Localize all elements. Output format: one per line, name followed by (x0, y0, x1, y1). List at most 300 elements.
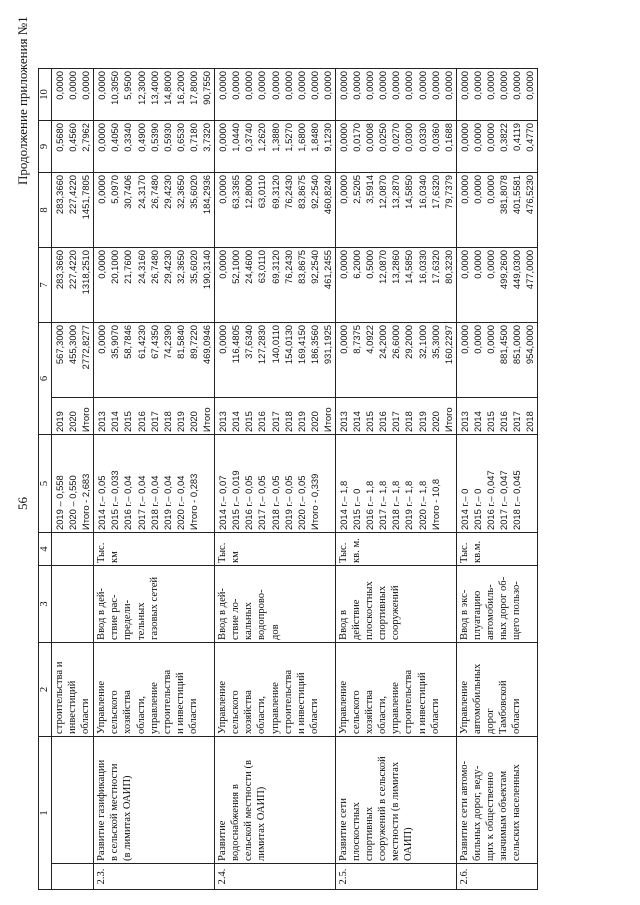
measure-name-line: местности (в лимитах (390, 761, 402, 861)
federal-line: 0,0000 (485, 250, 496, 279)
table-row (456, 69, 538, 890)
extra-cell (456, 69, 538, 121)
regional-line: 0,0000 (96, 175, 108, 204)
executor-line: сельского (109, 690, 121, 734)
regional-line: 17,6320 (429, 175, 441, 209)
federal-line: 17,6320 (429, 250, 441, 284)
total-line: 0,0000 (458, 325, 470, 354)
extra-line: 0,0000 (498, 71, 510, 100)
local-line: 0,4560 (67, 123, 79, 152)
extra-line: 16,2000 (174, 71, 186, 105)
regional-line: 79,7379 (442, 175, 454, 209)
year-line: 2016 (135, 411, 147, 432)
extra-line: 0,0000 (230, 71, 242, 100)
regional-line: 63,0110 (256, 175, 268, 209)
total-line: 0,0000 (217, 325, 229, 354)
executor-line: Управление (217, 680, 229, 734)
result-line: Ввод в дей- (96, 588, 108, 640)
year-line: 2018 (403, 411, 415, 432)
executor-line: сельского (230, 690, 242, 734)
extra-cell (52, 69, 94, 121)
total-line: 851,0000 (511, 325, 523, 365)
regional-line: 381,8078 (498, 175, 510, 215)
unit-line: кв.м. (471, 540, 483, 563)
year-line: 2013 (337, 411, 349, 432)
extra-line: 0,0000 (337, 71, 349, 100)
extra-line: 0,0000 (390, 71, 402, 100)
total-cell (94, 323, 215, 398)
item-number: 2.5. (335, 864, 456, 890)
local-line: 0,4050 (109, 123, 121, 152)
local-cell (215, 121, 336, 173)
total-line: 469,0946 (201, 325, 213, 365)
extra-cell (215, 69, 336, 121)
total-line: 81,5840 (174, 325, 186, 359)
extra-line: 0,0000 (256, 71, 268, 100)
extra-line: 0,0000 (442, 71, 454, 100)
measure-name-line: сельской местности (в (243, 760, 255, 861)
local-line: 0,0000 (96, 123, 108, 152)
year-cell (94, 398, 215, 435)
local-line: 0,0000 (337, 123, 349, 152)
unit-line: Тыс. (337, 542, 349, 563)
result-line: водопрово- (256, 589, 268, 640)
executor-line: строительства (403, 669, 415, 734)
federal-line: 20,1000 (109, 250, 121, 284)
federal-line: 461,2455 (321, 250, 333, 290)
year-line: 2020 (67, 411, 79, 432)
extra-line: 5,9500 (122, 71, 134, 100)
result-line: Ввод в дей- (217, 588, 229, 640)
executor-line: автомобильных (471, 663, 483, 734)
regional-cell (215, 173, 336, 248)
regional-line: 12,8000 (243, 175, 255, 209)
header-cell: 10 (39, 69, 52, 121)
total-line: 89,7220 (187, 325, 199, 359)
unit-line: км (230, 551, 242, 563)
local-line: 0,6530 (174, 123, 186, 152)
total-line: 169,4150 (295, 325, 307, 365)
year-line: 2017 (511, 411, 523, 432)
extra-line: 12,3000 (135, 71, 147, 105)
executor-cell (456, 643, 538, 737)
extra-line: 0,0000 (364, 71, 376, 100)
header-cell: 2 (39, 643, 52, 737)
indicator-cell (335, 435, 456, 533)
regional-line: 184,2936 (201, 175, 213, 215)
measure-name-cell (94, 737, 215, 864)
unit-cell (456, 533, 538, 566)
unit-line: км (109, 551, 121, 563)
regional-line: 30,7406 (122, 175, 134, 209)
extra-line: 0,0000 (429, 71, 441, 100)
indicator-line: 2016 г.– 0,047 (485, 470, 496, 530)
local-line: 0,0330 (416, 123, 428, 152)
federal-line: 190,3140 (201, 250, 213, 290)
extra-line: 0,0000 (351, 71, 363, 100)
measure-name-line: (в лимитах ОАИП) (122, 775, 134, 861)
executor-line: хозяйства (364, 690, 376, 734)
result-line: газовых сетей (148, 576, 160, 640)
local-line: 3,7320 (201, 123, 213, 152)
total-cell (335, 323, 456, 398)
indicator-line: 2019 г.– 0,04 (161, 475, 173, 530)
total-line: 931,1925 (321, 325, 333, 365)
executor-line: управление (148, 682, 160, 734)
indicator-line: 2017 г.– 1,8 (377, 480, 389, 530)
measure-name-line: в сельской местности (109, 763, 121, 861)
year-line: 2015 (122, 411, 134, 432)
local-line: 0,3822 (498, 123, 510, 152)
regional-cell (52, 173, 94, 248)
executor-line: области, (256, 695, 268, 734)
extra-line: 0,0000 (308, 71, 320, 100)
local-line: 1,8480 (308, 123, 320, 152)
regional-line: 26,7480 (148, 175, 160, 209)
indicator-line: 2015 г.– 0,033 (109, 470, 121, 530)
regional-cell (456, 173, 538, 248)
item-number: 2.6. (456, 864, 538, 890)
measure-name-cell (215, 737, 336, 864)
federal-line: 69,3120 (269, 250, 281, 284)
total-line: 29,2000 (403, 325, 415, 359)
result-line: Ввод в (337, 609, 349, 640)
total-line: 0,0000 (96, 325, 108, 354)
local-line: 1,5270 (282, 123, 294, 152)
indicator-line: 2020 г.– 0,05 (295, 475, 307, 530)
regional-line: 76,2430 (282, 175, 294, 209)
executor-line: управление (390, 682, 402, 734)
year-line: 2019 (295, 411, 307, 432)
local-line: 0,0270 (390, 123, 402, 152)
federal-line: 0,5000 (364, 250, 376, 279)
federal-line: 24,3160 (135, 250, 147, 284)
executor-line: области (511, 698, 523, 734)
total-line: 140,0110 (269, 325, 281, 364)
year-line: 2014 (351, 411, 363, 432)
regional-line: 0,0000 (337, 175, 349, 204)
regional-line: 5,0970 (109, 175, 121, 204)
regional-line: 0,0000 (458, 175, 470, 204)
extra-line: 17,8000 (187, 71, 199, 105)
year-line: 2018 (161, 411, 173, 432)
extra-line: 0,0000 (485, 71, 496, 100)
year-cell (52, 398, 94, 435)
local-line: 1,2620 (256, 123, 268, 152)
indicator-line: 2014 г.– 0 (458, 488, 470, 530)
indicator-line: 2016 г.– 0,05 (243, 475, 255, 530)
year-line: 2017 (269, 411, 281, 432)
executor-line: строительства (282, 669, 294, 734)
extra-line: 0,0000 (377, 71, 389, 100)
total-line: 0,0000 (337, 325, 349, 354)
unit-cell (215, 533, 336, 566)
unit-line: Тыс. (96, 542, 108, 563)
indicator-line: 2015 г.– 0 (351, 488, 363, 530)
federal-line: 14,5850 (403, 250, 415, 284)
year-line: 2019 (174, 411, 186, 432)
federal-line: 13,2860 (390, 250, 402, 284)
result-line: сооружений (390, 585, 402, 640)
result-line: ствие рас- (109, 594, 121, 640)
executor-line: области (187, 698, 199, 734)
result-line: ных дорог об- (498, 576, 510, 640)
header-cell: 5 (39, 435, 52, 533)
federal-line: 0,0000 (471, 250, 483, 279)
local-line: 0,5390 (148, 123, 160, 152)
measure-name-line: Развитие сети автомо- (458, 760, 470, 861)
total-line: 0,0000 (471, 325, 483, 354)
local-line: 0,3340 (122, 123, 134, 152)
federal-line: 227,4220 (67, 250, 79, 290)
local-cell (52, 121, 94, 173)
item-number: 2.3. (94, 864, 215, 890)
regional-cell (335, 173, 456, 248)
regional-line: 0,0000 (485, 175, 496, 204)
regional-line: 13,2870 (390, 175, 402, 209)
year-line: 2017 (390, 411, 402, 432)
extra-line: 0,0000 (269, 71, 281, 100)
local-line: 0,0360 (429, 123, 441, 152)
extra-line: 0,0000 (458, 71, 470, 100)
indicator-line: Итого - 0,283 (187, 473, 199, 530)
result-line: дов (269, 624, 281, 640)
year-line: 2020 (187, 411, 199, 432)
header-row (39, 69, 52, 890)
year-cell (456, 398, 538, 435)
measure-name-line: водоснабжения в (230, 784, 242, 861)
federal-cell (52, 248, 94, 323)
indicator-cell (52, 435, 94, 533)
total-line: 74,2390 (161, 325, 173, 359)
local-line: 0,0000 (458, 123, 470, 152)
federal-cell (215, 248, 336, 323)
regional-line: 3,5914 (364, 175, 376, 204)
federal-line: 52,1000 (230, 250, 242, 284)
extra-line: 0,0000 (80, 71, 92, 100)
extra-line: 10,3050 (109, 71, 121, 105)
measure-name-line: Развитие сети (337, 798, 349, 861)
empty-cell (52, 566, 94, 643)
executor-line: области (429, 698, 441, 734)
regional-line: 1451,7805 (80, 175, 92, 220)
local-line: 0,0000 (485, 123, 496, 152)
header-cell: 7 (39, 248, 52, 323)
continuation-heading: Продолжение приложения №1 (15, 16, 30, 185)
unit-line: Тыс. (458, 542, 470, 563)
measure-name-line: щих к общественно (485, 772, 496, 861)
regional-line: 29,4230 (161, 175, 173, 209)
regional-line: 14,5850 (403, 175, 415, 209)
federal-line: 0,0000 (217, 250, 229, 279)
local-line: 0,4119 (511, 123, 523, 151)
regional-line: 63,3365 (230, 175, 242, 209)
result-cell (335, 566, 456, 643)
federal-line: 449,0300 (511, 250, 523, 290)
executor-line: управление (269, 682, 281, 734)
result-line: предели- (122, 599, 134, 640)
regional-line: 12,0870 (377, 175, 389, 209)
total-cell (52, 323, 94, 398)
year-line: Итого (201, 407, 213, 432)
result-line: действие (351, 599, 363, 640)
executor-line: строительства и (54, 661, 65, 734)
extra-line: 0,0000 (511, 71, 523, 100)
regional-line: 92,2540 (308, 175, 320, 209)
empty-cell (52, 533, 94, 566)
measure-name-line: значимым объектам (498, 770, 510, 861)
indicator-cell (456, 435, 538, 533)
year-line: 2018 (524, 411, 536, 432)
total-line: 154,0130 (282, 325, 294, 365)
indicator-line: 2017 г.– 0,05 (256, 475, 268, 530)
total-line: 35,9070 (109, 325, 121, 359)
empty-cell (52, 864, 94, 890)
local-line: 0,0008 (364, 123, 376, 152)
extra-line: 0,0000 (54, 71, 65, 100)
executor-cell (215, 643, 336, 737)
federal-line: 499,2600 (498, 250, 510, 290)
year-line: 2014 (471, 411, 483, 432)
local-line: 0,5680 (54, 123, 65, 152)
year-line: Итого (321, 407, 333, 432)
extra-line: 0,0000 (524, 71, 536, 100)
measure-name-line: Развитие газификации (96, 759, 108, 861)
federal-line: 0,0000 (337, 250, 349, 279)
executor-line: хозяйства (122, 690, 134, 734)
measure-name-cell (335, 737, 456, 864)
total-line: 67,4350 (148, 325, 160, 359)
federal-line: 283,3660 (54, 250, 65, 290)
year-line: 2016 (377, 411, 389, 432)
local-line: 1,0440 (230, 123, 242, 152)
measure-name-line: сооружений в сельской (377, 756, 389, 861)
extra-cell (94, 69, 215, 121)
result-line: тельных (135, 602, 147, 640)
federal-line: 21,7600 (122, 250, 134, 284)
local-line: 0,3740 (243, 123, 255, 152)
year-line: 2013 (96, 411, 108, 432)
measure-name-line: спортивных (364, 806, 376, 861)
total-line: 116,4805 (230, 325, 242, 364)
indicator-line: 2016 г.– 0,04 (122, 475, 134, 530)
total-line: 127,2830 (256, 325, 268, 365)
header-cell: 6 (39, 323, 52, 435)
total-line: 37,6340 (243, 325, 255, 359)
indicator-line: 2014 г.– 0,05 (96, 475, 108, 530)
result-cell (456, 566, 538, 643)
unit-line: Тыс. (217, 542, 229, 563)
year-line: 2016 (498, 411, 510, 432)
header-cell: 1 (39, 737, 52, 890)
regional-line: 24,3170 (135, 175, 147, 209)
measure-name-cell (456, 737, 538, 864)
regional-line: 16,0340 (416, 175, 428, 209)
local-line: 0,0250 (377, 123, 389, 152)
year-line: 2013 (458, 411, 470, 432)
indicator-line: 2016 г.– 1,8 (364, 480, 376, 530)
regional-line: 476,5230 (524, 175, 536, 215)
regional-line: 283,3660 (54, 175, 65, 215)
extra-line: 0,0000 (217, 71, 229, 100)
executor-line: хозяйства (243, 690, 255, 734)
extra-line: 13,4000 (148, 71, 160, 105)
total-line: 24,2000 (377, 325, 389, 359)
executor-line: и инвестиций (174, 672, 186, 734)
year-line: 2019 (416, 411, 428, 432)
result-line: спортивных (377, 585, 389, 640)
local-line: 0,0170 (351, 123, 363, 152)
federal-cell (94, 248, 215, 323)
federal-cell (335, 248, 456, 323)
regional-line: 2,5205 (351, 175, 363, 204)
indicator-line: 2014 г.– 0,07 (217, 475, 229, 530)
unit-cell (335, 533, 456, 566)
federal-line: 6,2000 (351, 250, 363, 279)
year-line: Итого (442, 407, 454, 432)
year-cell (335, 398, 456, 435)
executor-line: и инвестиций (295, 672, 307, 734)
federal-line: 92,2540 (308, 250, 320, 284)
executor-line: Управление (337, 680, 349, 734)
indicator-line: 2015 г.– 0 (471, 488, 483, 530)
federal-line: 477,0000 (524, 250, 536, 290)
federal-line: 83,8675 (295, 250, 307, 284)
local-line: 2,7962 (80, 123, 92, 152)
year-line: 2018 (282, 411, 294, 432)
local-cell (335, 121, 456, 173)
table-row (335, 69, 456, 890)
indicator-line: 2018 г.– 0,045 (511, 470, 523, 530)
total-line: 186,3560 (308, 325, 320, 365)
federal-line: 1318,2510 (80, 250, 92, 295)
extra-line: 0,0000 (471, 71, 483, 100)
indicator-line: 2014 г.– 1,8 (337, 480, 349, 530)
total-cell (215, 323, 336, 398)
result-cell (94, 566, 215, 643)
local-line: 0,1688 (442, 123, 454, 152)
measure-name-line: Развитие (217, 820, 229, 861)
result-cell (215, 566, 336, 643)
local-line: 9,1230 (321, 123, 333, 152)
indicator-line: 2017 г.– 0,04 (135, 475, 147, 530)
indicator-line: 2020 – 0,550 (67, 475, 79, 530)
regional-line: 35,6020 (187, 175, 199, 209)
indicator-line: 2017 г.– 0,047 (498, 470, 510, 530)
measure-name-line: лимитах ОАИП) (256, 786, 268, 861)
total-line: 26,6000 (390, 325, 402, 359)
extra-line: 0,0000 (96, 71, 108, 100)
year-line: 2015 (364, 411, 376, 432)
indicator-line: Итого - 2,683 (80, 473, 92, 530)
indicator-line: 2020 г.– 1,8 (416, 480, 428, 530)
year-line: Итого (80, 407, 92, 432)
regional-line: 0,0000 (217, 175, 229, 204)
result-line: Ввод в экс- (458, 589, 470, 640)
year-line: 2020 (308, 411, 320, 432)
indicator-cell (215, 435, 336, 533)
federal-line: 32,3650 (174, 250, 186, 284)
extra-line: 0,0000 (416, 71, 428, 100)
total-line: 881,4500 (498, 325, 510, 365)
result-line: ствие ло- (230, 598, 242, 640)
indicator-line: 2019 г.– 0,05 (282, 475, 294, 530)
unit-line: кв. м. (351, 538, 363, 563)
federal-line: 63,0110 (256, 250, 268, 284)
federal-cell (456, 248, 538, 323)
federal-line: 80,3230 (442, 250, 454, 284)
year-line: 2016 (256, 411, 268, 432)
